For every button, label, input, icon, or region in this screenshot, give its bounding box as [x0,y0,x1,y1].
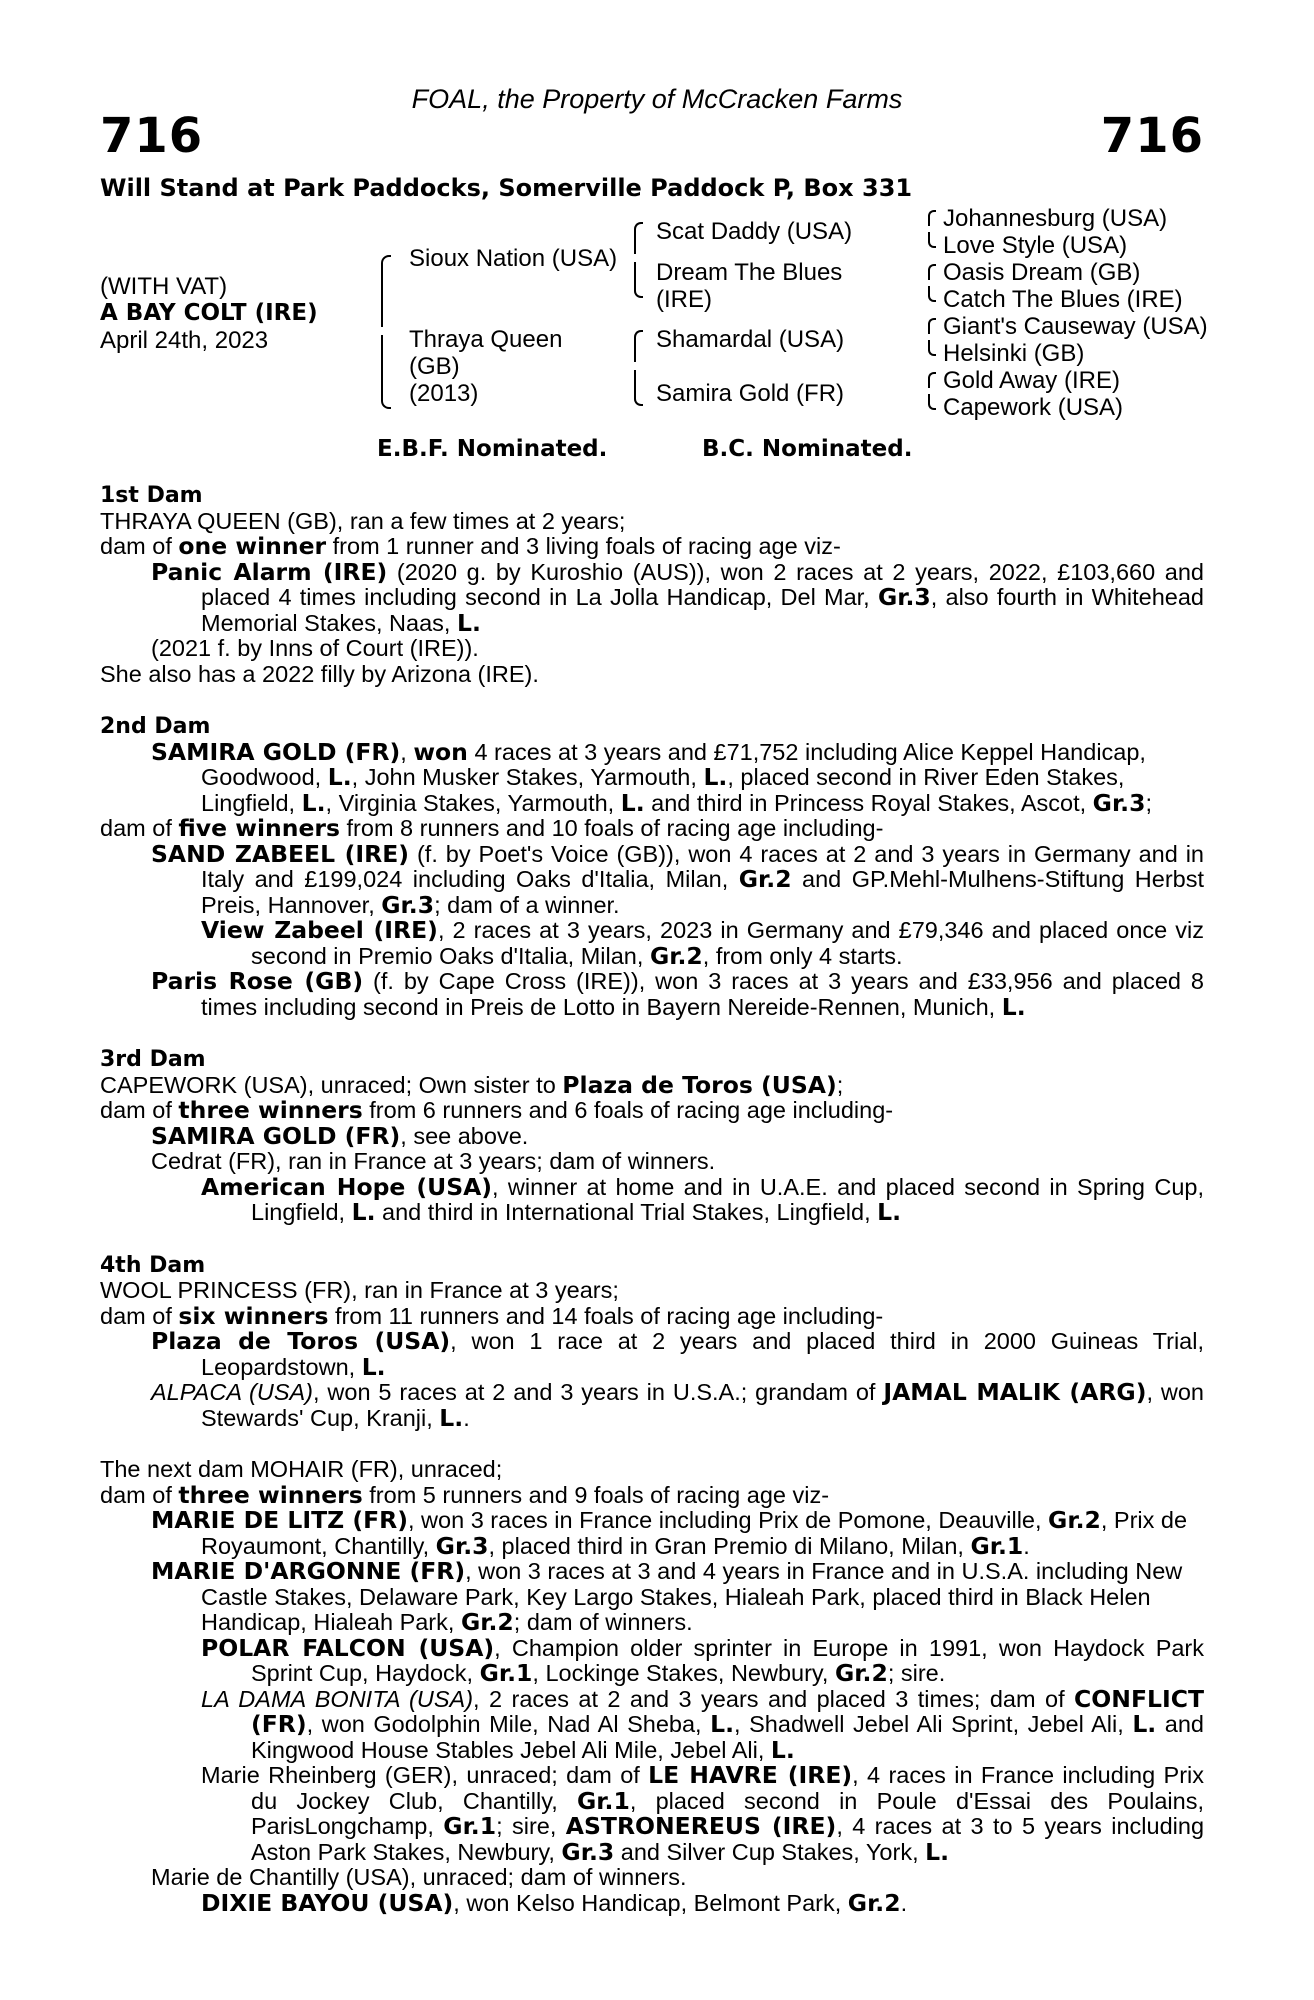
gen4-5: Giant's Causeway (USA) [943,313,1208,340]
ebf-nomination: E.B.F. Nominated. [377,436,608,462]
entry-text: , Prix de Royaumont, Chantilly, [201,1507,1188,1559]
bold-text: Gr.2 [1048,1506,1101,1534]
entry-text: ; [836,1071,844,1098]
entry-text: , 2 races at 3 years, 2023 in Germany and £79,346 and placed once viz second in Premio Oaks d'Italia, Milan, [251,917,1204,969]
bold-text: SAMIRA GOLD (FR) [151,1121,401,1150]
entry-text: , won 3 races in France including Prix de Pomone, Deauville, [408,1507,1049,1533]
pedigree-entry [100,534,1204,560]
bold-text: ASTRONEREUS (IRE) [565,1812,837,1840]
pedigree-brace [928,232,936,248]
entry-text: 4 races at 3 years and £71,752 including Alice Keppel Handicap, Goodwood, [201,738,1146,790]
entry-text: , John Musker Stakes, Yarmouth, [351,764,704,790]
pedigree-brace [928,394,936,410]
entry-text: dam of [100,815,179,841]
pedigree-entry [100,1380,1204,1431]
pedigree-entry [100,636,1204,662]
bold-text: Gr.2 [460,1608,514,1636]
bold-text: Plaza de Toros (USA) [562,1070,837,1099]
catalogue-body [100,483,1204,1916]
lot-number-right: 716 [1100,108,1204,164]
entry-text: , [400,738,414,765]
entry-text: and third in Princess Royal Stakes, Ascot, [644,789,1093,816]
bold-text: Gr.3 [1092,788,1146,817]
dam-line-3: (2013) [409,380,479,407]
pedigree-entry [100,1098,1204,1124]
entry-text: , Lockinge Stakes, Newbury, [532,1660,835,1686]
bold-text: MARIE D'ARGONNE (FR) [151,1557,466,1585]
entry-text: ; sire. [887,1660,946,1686]
stand-location: Will Stand at Park Paddocks, Somerville Paddock P, Box 331 [100,174,913,202]
pedigree-entry [100,1278,1204,1304]
entry-text: , 4 races in France including Prix du Jockey Club, Chantilly, [251,1762,1204,1814]
bold-text: Gr.2 [738,865,792,893]
bold-text: L. [925,1837,950,1866]
entry-text: from 11 runners and 14 foals of racing age including- [328,1302,884,1329]
entry-text: , 4 races at 3 to 5 years including Aston Park Stakes, Newbury, [251,1813,1205,1865]
pedigree-entry [100,662,1204,688]
entry-text: (f. by Poet's Voice (GB)), won 4 races at 2 and 3 years in Germany and in Italy and £199,024 including Oaks d'Italia, Milan, [201,840,1204,892]
entry-text: dam of [100,1302,179,1329]
entry-text: , also fourth in Whitehead Memorial Stakes, Naas, [201,584,1204,636]
bold-text: Plaza de Toros (USA) [151,1327,451,1355]
entry-text: , from only 4 starts. [702,942,903,969]
entry-text: . [1023,1532,1030,1559]
pedigree-entry [100,839,1204,919]
entry-text: She also has a 2022 filly by Arizona (IRE). [100,660,539,687]
entry-text: Marie de Chantilly (USA), unraced; dam of winners. [151,1864,687,1890]
pedigree-brace [634,370,643,406]
bold-text: Paris Rose (GB) [151,967,364,995]
entry-text: , Virginia Stakes, Yarmouth, [325,789,621,816]
entry-text: and GP.Mehl-Mulhens-Stiftung Herbst Preis, Hannover, [201,866,1204,918]
italic-text: ALPACA (USA) [151,1379,313,1405]
bold-text: Gr.1 [970,1531,1024,1560]
bold-text: L. [703,763,728,791]
bold-text: L. [439,1403,464,1432]
bold-text: L. [877,1198,902,1226]
lot-number-left: 716 [100,108,204,164]
bold-text: L. [1132,1710,1157,1738]
bold-text: MARIE DE LITZ (FR) [151,1506,408,1534]
bold-text: Gr.3 [561,1837,615,1866]
entry-text: , won Godolphin Mile, Nad Al Sheba, [306,1711,711,1737]
bold-text: SAMIRA GOLD (FR) [151,737,401,766]
bold-text: Gr.1 [577,1786,630,1815]
bold-text: L. [361,1352,386,1381]
page-title: FOAL, the Property of McCracken Farms [411,84,903,114]
sire-dam-line-1: Dream The Blues [656,259,843,286]
section-heading: 3rd Dam [100,1047,206,1072]
bold-text: L. [620,788,645,817]
pedigree-entry [100,737,1204,817]
bold-text: SAND ZABEEL (IRE) [151,839,410,868]
bold-text: Gr.1 [443,1812,497,1840]
gen4-3: Oasis Dream (GB) [943,259,1141,286]
entry-text: , placed third in Gran Premio di Milano, Milan, [488,1532,971,1559]
bold-text: L. [770,1735,795,1764]
dam-line-2: (GB) [409,353,460,380]
pedigree-entry [100,1480,1204,1509]
section-heading: 1st Dam [100,483,203,508]
pedigree-entry [100,1508,1204,1559]
bold-text: View Zabeel (IRE) [201,916,438,944]
entry-text: , winner at home and in U.A.E. and placed second in Spring Cup, Lingfield, [251,1173,1204,1225]
entry-text: THRAYA QUEEN (GB), ran a few times at 2 years; [100,507,626,534]
pedigree-brace [634,262,643,298]
entry-text: . [900,1889,908,1916]
gen4-7: Gold Away (IRE) [943,367,1120,394]
dam-section [100,1253,1204,1432]
entry-text: , won 3 races at 3 and 4 years in France and in U.S.A. including New Castle Stakes, Delaware Park, Key Largo Stakes, Hialeah Park, placed third in Black Helen Handicap, Hialeah Park, [201,1558,1183,1635]
pedigree-entry [100,918,1204,969]
entry-text: from 8 runners and 10 foals of racing age including- [339,815,884,841]
entry-text: Marie Rheinberg (GER), unraced; dam of [201,1762,649,1788]
pedigree-brace [928,264,936,280]
bold-text: L. [456,608,481,637]
dam-section [100,714,1204,1020]
bold-text: L. [351,1198,376,1226]
bold-text: three winners [178,1096,363,1124]
gen4-1: Johannesburg (USA) [943,205,1168,232]
sire-dam-line-2: (IRE) [656,286,712,313]
dam-section [100,1431,1204,1916]
bold-text: JAMAL MALIK (ARG) [883,1378,1147,1406]
entry-text: dam of [100,533,179,559]
entry-text: from 5 runners and 9 foals of racing age viz- [362,1481,830,1508]
entry-text: from 1 runner and 3 living foals of racing age viz- [326,533,841,559]
pedigree-entry [100,1149,1204,1175]
gen4-8: Capework (USA) [943,394,1124,421]
bold-text: DIXIE BAYOU (USA) [201,1888,454,1917]
entry-text: , see above. [400,1122,529,1149]
entry-text: . [463,1404,470,1431]
bold-text: Gr.2 [649,941,703,970]
entry-text: , won 1 race at 2 years and placed third in 2000 Guineas Trial, Leopardstown, [201,1328,1204,1380]
pedigree-entry [100,1070,1204,1099]
bold-text: L. [327,763,352,791]
pedigree-brace [928,372,936,388]
pedigree-entry [100,557,1205,637]
pedigree-entry [100,1329,1204,1380]
pedigree-entry [100,1172,1204,1226]
entry-text: and third in International Trial Stakes, Lingfield, [375,1199,878,1225]
bold-text: LE HAVRE (IRE) [648,1761,853,1789]
pedigree-brace [634,330,643,362]
bold-text: Panic Alarm (IRE) [151,557,388,586]
horse-name: A BAY COLT (IRE) [100,300,318,326]
pedigree-entry [100,1559,1204,1636]
bold-text: Gr.3 [381,890,435,919]
pedigree-entry [100,1888,1204,1917]
entry-text: ; [1145,789,1152,816]
entry-text: , placed second in Poule d'Essai des Poulains, ParisLongchamp, [251,1787,1204,1839]
entry-text: dam of [100,1481,179,1508]
pedigree-brace [634,222,643,254]
italic-text: LA DAMA BONITA (USA) [201,1685,474,1712]
bold-text: one winner [178,532,327,560]
bold-text: three winners [178,1480,363,1509]
gen4-6: Helsinki (GB) [943,340,1085,367]
bold-text: six winners [178,1301,329,1330]
bold-text: Gr.3 [877,583,931,611]
pedigree-entry [100,1684,1204,1764]
pedigree-brace [928,210,936,226]
dam-section [100,483,1204,687]
bc-nomination: B.C. Nominated. [702,436,913,462]
entry-text: and Silver Cup Stakes, York, [614,1838,926,1865]
entry-text: The next dam MOHAIR (FR), unraced; [100,1456,503,1482]
bold-text: Gr.2 [847,1888,901,1917]
entry-text: (2021 f. by Inns of Court (IRE)). [151,635,479,661]
entry-text: , won Kelso Handicap, Belmont Park, [453,1889,848,1916]
bold-text: L. [1001,992,1026,1021]
pedigree-entry [100,1121,1204,1150]
pedigree-brace [928,340,936,356]
entry-text: (2020 g. by Kuroshio (AUS)), won 2 races at 2 years, 2022, £103,660 and placed 4 times including second in La Jolla Handicap, Del Mar, [201,558,1205,610]
entry-text: ; sire, [496,1813,566,1839]
bold-text: CONFLICT (FR) [251,1684,1204,1738]
pedigree-entry [100,1457,1204,1483]
section-spacer [100,1431,1204,1457]
pedigree-entry [100,509,1204,535]
bold-text: five winners [178,814,340,842]
dam-line-1: Thraya Queen [409,326,563,353]
vat-note: (WITH VAT) [100,273,228,300]
entry-text: WOOL PRINCESS (FR), ran in France at 3 years; [100,1277,619,1303]
entry-text: , 2 races at 2 and 3 years and placed 3 times; dam of [473,1685,1075,1712]
pedigree-brace [928,286,936,302]
entry-text: ; dam of winners. [513,1609,693,1635]
entry-text: CAPEWORK (USA), unraced; Own sister to [100,1071,563,1098]
bold-text: American Hope (USA) [201,1172,493,1201]
pedigree-entry [100,816,1204,842]
section-heading: 2nd Dam [100,714,211,739]
bold-text: POLAR FALCON (USA) [201,1633,495,1662]
entry-text: from 6 runners and 6 foals of racing age including- [362,1097,894,1123]
bold-text: Gr.2 [835,1659,888,1687]
entry-text: , won Stewards' Cup, Kranji, [201,1379,1205,1431]
gen4-4: Catch The Blues (IRE) [943,286,1183,313]
bold-text: L. [710,1710,735,1738]
entry-text: ; dam of a winner. [434,891,620,918]
entry-text: and Kingwood House Stables Jebel Ali Mile, Jebel Ali, [251,1711,1204,1763]
entry-text: , Shadwell Jebel Ali Sprint, Jebel Ali, [734,1711,1133,1737]
bold-text: won [413,737,468,766]
gen4-2: Love Style (USA) [943,232,1128,259]
pedigree-entry [100,1763,1204,1865]
dam-sire: Shamardal (USA) [656,326,845,353]
pedigree-brace [381,255,391,327]
entry-text: (f. by Cape Cross (IRE)), won 3 races at 3 years and £33,956 and placed 8 times including second in Preis de Lotto in Bayern Nereide-Rennen, Munich, [201,968,1204,1020]
bold-text: L. [301,788,326,817]
dam-section [100,1047,1204,1226]
sire: Sioux Nation (USA) [409,245,618,272]
entry-text: , placed second in River Eden Stakes, Lingfield, [201,764,1125,816]
pedigree-entry [100,1633,1205,1687]
pedigree-brace [381,335,391,409]
bold-text: Gr.1 [479,1659,533,1687]
dam-dam: Samira Gold (FR) [656,380,845,407]
pedigree-entry [100,1865,1204,1891]
entry-text: , won 5 races at 2 and 3 years in U.S.A.; grandam of [313,1379,884,1405]
pedigree-entry [100,969,1204,1020]
entry-text: Cedrat (FR), ran in France at 3 years; dam of winners. [151,1148,716,1174]
section-heading: 4th Dam [100,1252,206,1278]
pedigree-brace [928,318,936,334]
foaling-date: April 24th, 2023 [100,327,269,354]
entry-text: dam of [100,1097,179,1123]
pedigree-entry [100,1301,1204,1330]
entry-text: , Champion older sprinter in Europe in 1991, won Haydock Park Sprint Cup, Haydock, [251,1634,1205,1686]
bold-text: Gr.3 [435,1531,489,1560]
sire-sire: Scat Daddy (USA) [656,218,853,245]
